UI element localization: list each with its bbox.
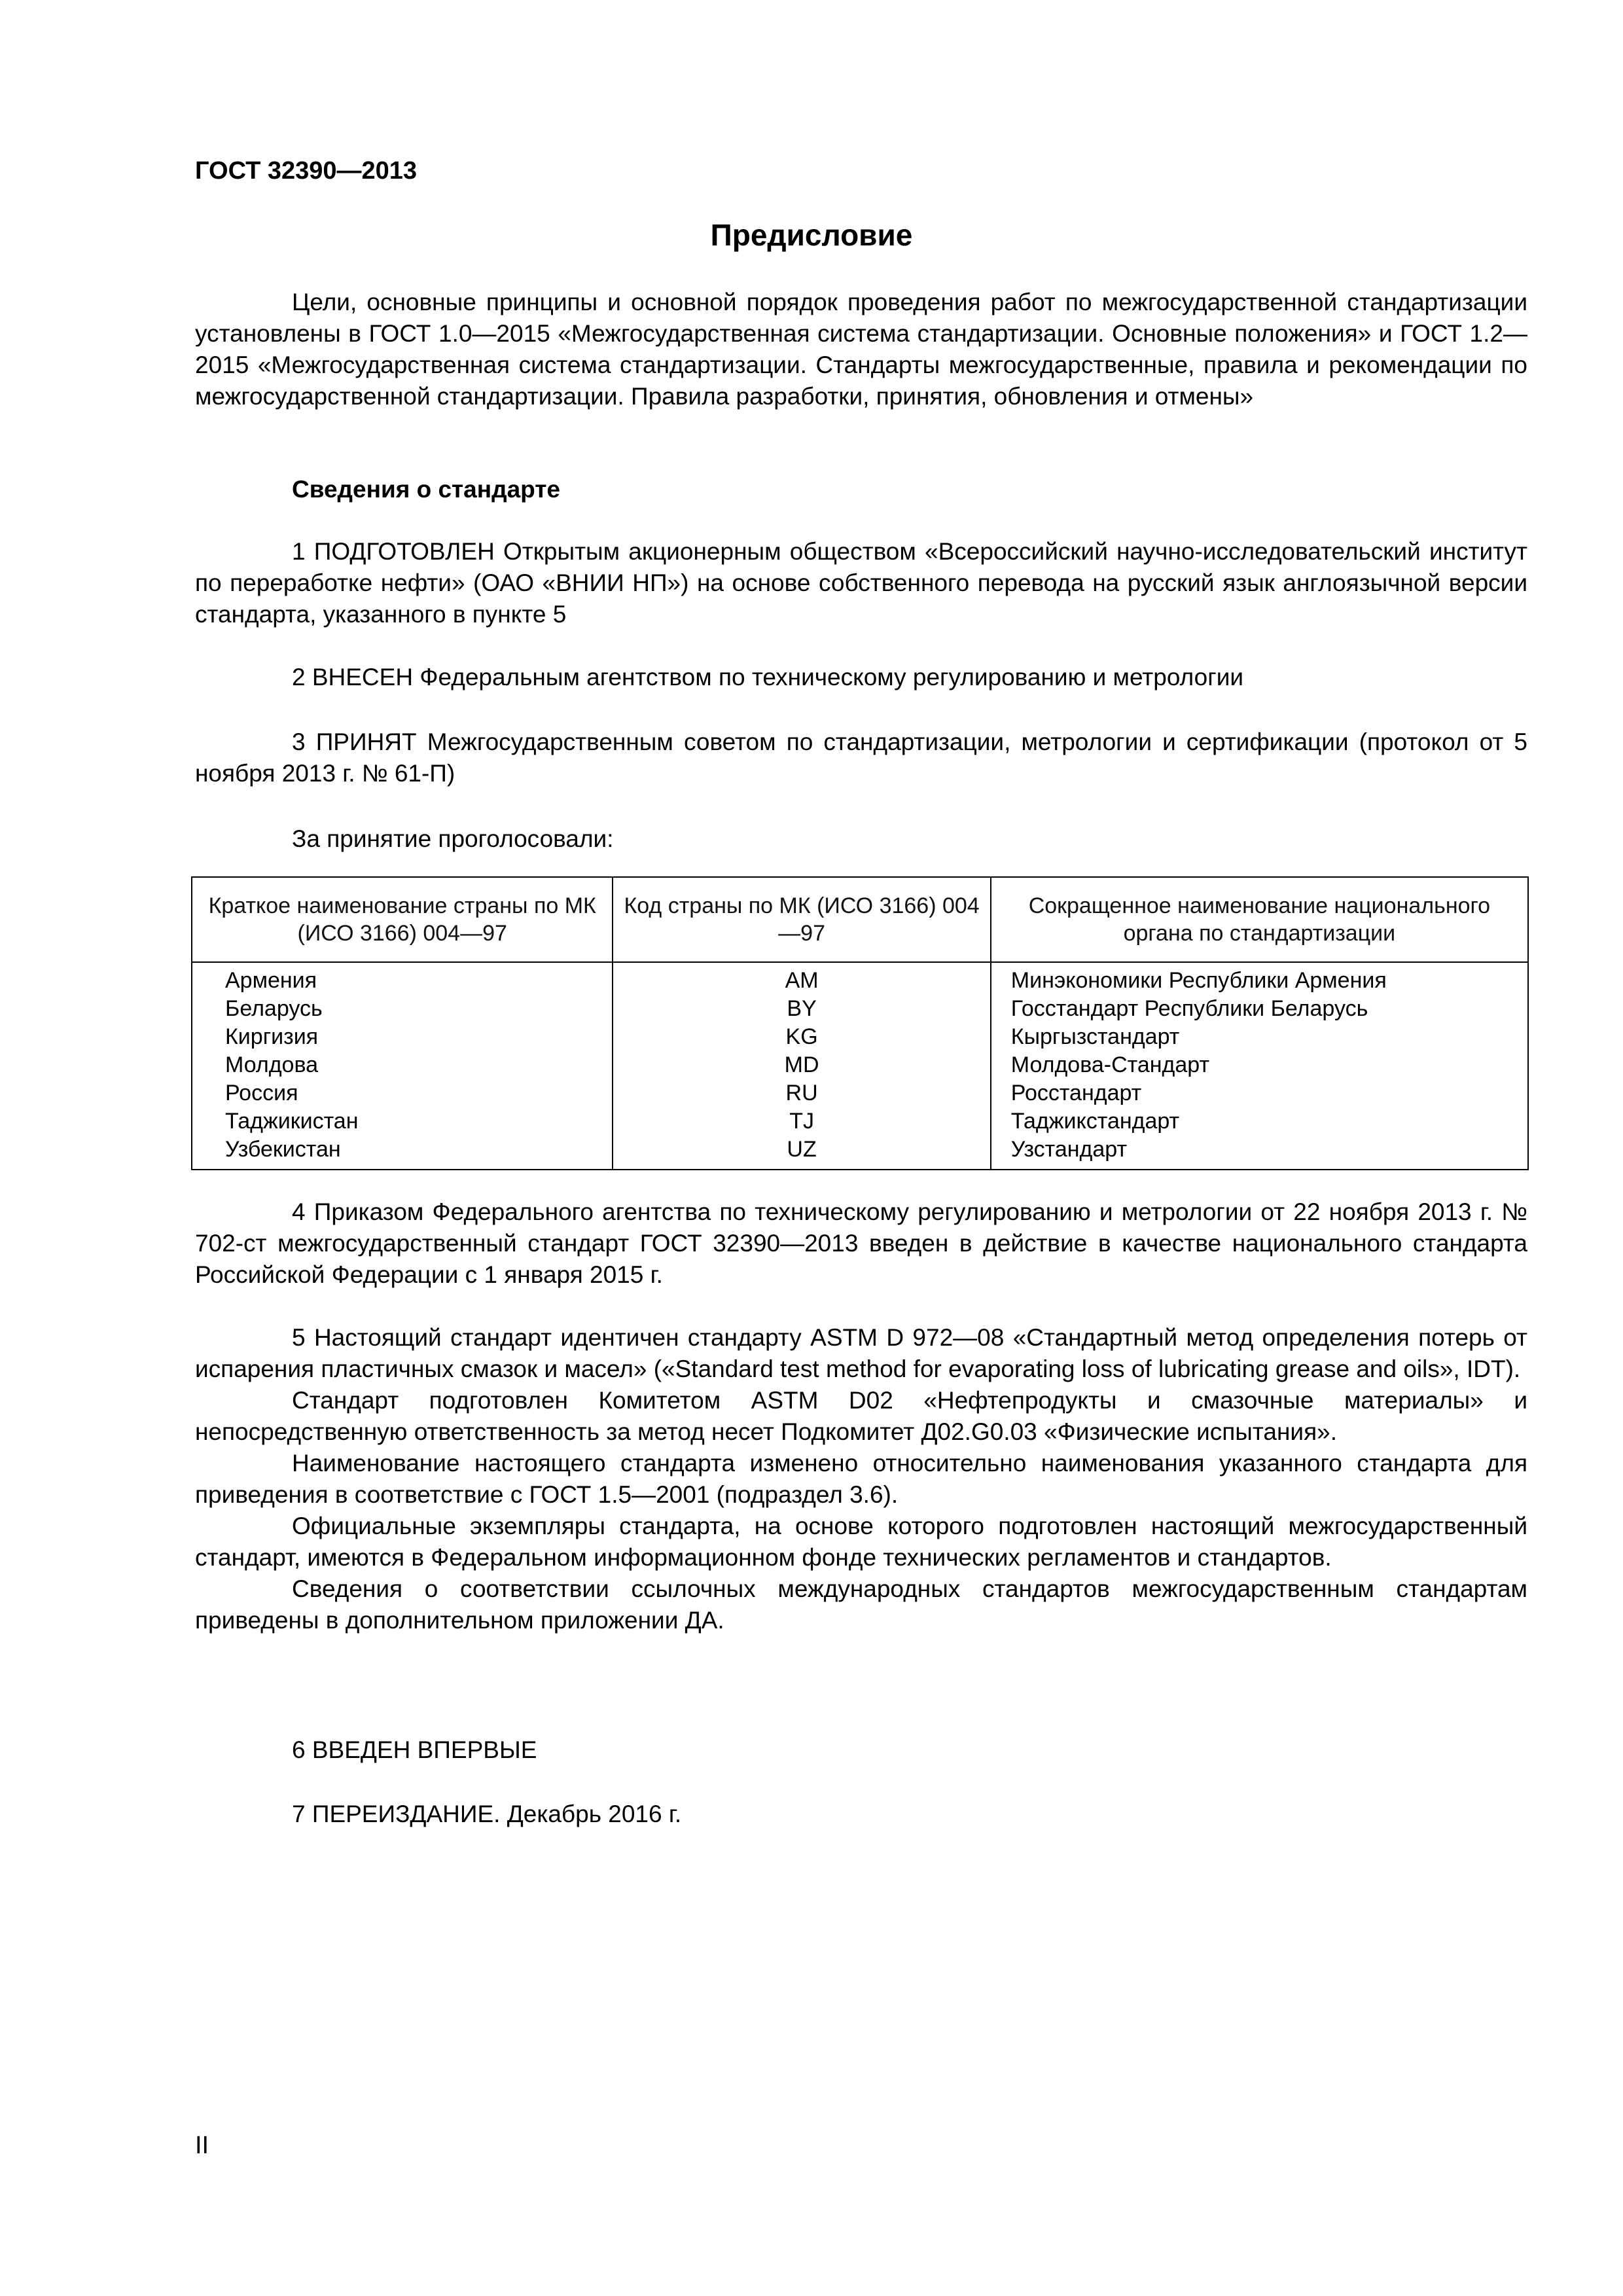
header-code: Код страны по МК (ИСО 3166) 004—97	[613, 877, 990, 962]
item5-block	[195, 1322, 1527, 1636]
national-bodies-column	[991, 962, 1528, 1170]
item5-paragraph: Сведения о соответствии ссылочных международных стандартов межгосударственным стандартам приведены в дополнительном приложении ДА.	[195, 1575, 1527, 1634]
table-cell: Россия	[225, 1081, 298, 1105]
intro-paragraph: Цели, основные принципы и основной порядок проведения работ по межгосударственной стандартизации установлены в ГОСТ 1.0—2015 «Межгосударственная система стандартизации. Основные положения» и ГОСТ 1.2—2015 «Межгосударственная система стандартизации. Стандарты межгосударственные, правила и рекомендации по межгосударственной стандартизации. Правила разработки, принятия, обновления и отмены»	[195, 289, 1527, 410]
table-header-row	[192, 877, 1528, 962]
info-heading: Сведения о стандарте	[292, 476, 560, 503]
table-cell: UZ	[787, 1137, 817, 1162]
item2-paragraph: 2 ВНЕСЕН Федеральным агентством по техническому регулированию и метрологии	[292, 664, 1244, 691]
item3-paragraph: 3 ПРИНЯТ Межгосударственным советом по стандартизации, метрологии и сертификации (протокол от 5 ноября 2013 г. № 61-П)	[195, 728, 1527, 787]
item7: 7 ПЕРЕИЗДАНИЕ. Декабрь 2016 г.	[292, 1801, 682, 1827]
table-cell: AM	[785, 968, 819, 993]
table-cell: Молдова-Стандарт	[1010, 1052, 1210, 1077]
page-title: Предисловие	[710, 218, 913, 252]
table-cell: Киргизия	[225, 1024, 319, 1049]
item5-paragraph: Стандарт подготовлен Комитетом ASTM D02 «Нефтепродукты и смазочные материалы» и непосредственную ответственность за метод несет Подкомитет Д02.G0.03 «Физические испытания».	[195, 1387, 1527, 1445]
table-cell: BY	[787, 996, 817, 1021]
table-cell: Росстандарт	[1010, 1081, 1142, 1105]
table-cell: RU	[785, 1081, 818, 1105]
header-national-body: Сокращенное наименование национального органа по стандартизации	[991, 877, 1528, 962]
table-cell: Узбекистан	[225, 1137, 341, 1162]
page-number: II	[195, 2132, 209, 2159]
item5-paragraph: Наименование настоящего стандарта изменено относительно наименования указанного стандарта для приведения в соответствие с ГОСТ 1.5—2001 (подраздел 3.6).	[195, 1450, 1527, 1508]
document-code: ГОСТ 32390—2013	[195, 157, 418, 185]
table-cell: Узстандарт	[1010, 1137, 1128, 1162]
intro-paragraph-block	[195, 287, 1527, 412]
vote-intro: За принятие проголосовали:	[292, 825, 614, 852]
table-cell: Кыргызстандарт	[1010, 1024, 1180, 1049]
header-country: Краткое наименование страны по МК (ИСО 3166) 004—97	[192, 877, 613, 962]
table-cell: TJ	[789, 1109, 814, 1134]
table-body-row	[192, 962, 1528, 1170]
item5-paragraph: Официальные экземпляры стандарта, на основе которого подготовлен настоящий межгосударственный стандарт, имеются в Федеральном информационном фонде технических регламентов и стандартов.	[195, 1513, 1527, 1571]
table-cell: Молдова	[225, 1052, 319, 1077]
voting-countries-table	[191, 876, 1529, 1170]
item2-block	[195, 662, 1527, 693]
item1-paragraph: 1 ПОДГОТОВЛЕН Открытым акционерным обществом «Всероссийский научно-исследовательский институт по переработке нефти» (ОАО «ВНИИ НП») на основе собственного перевода на русский язык англоязычной версии стандарта, указанного в пункте 5	[195, 538, 1527, 628]
table-cell: Минэкономики Республики Армения	[1010, 968, 1387, 993]
item1-block	[195, 536, 1527, 630]
item4-block	[195, 1196, 1527, 1291]
table-cell: Госстандарт Республики Беларусь	[1010, 996, 1368, 1021]
table-cell: Таджикстандарт	[1010, 1109, 1180, 1134]
table-cell: Беларусь	[225, 996, 323, 1021]
table-cell: Армения	[225, 968, 317, 993]
item3-block	[195, 726, 1527, 789]
table-cell: MD	[784, 1052, 819, 1077]
item5-paragraph: 5 Настоящий стандарт идентичен стандарту ASTM D 972—08 «Стандартный метод определения потерь от испарения пластичных смазок и масел» («Standard test method for evaporating loss of lubricating grease and oils», IDT).	[195, 1324, 1527, 1382]
item6: 6 ВВЕДЕН ВПЕРВЫЕ	[292, 1736, 537, 1763]
country-codes-column	[613, 962, 990, 1170]
table-cell: Таджикистан	[225, 1109, 359, 1134]
table-cell: KG	[785, 1024, 818, 1049]
item4-paragraph: 4 Приказом Федерального агентства по техническому регулированию и метрологии от 22 ноября 2013 г. № 702-ст межгосударственный стандарт ГОСТ 32390—2013 введен в действие в качестве национального стандарта Российской Федерации с 1 января 2015 г.	[195, 1198, 1527, 1288]
country-names-column	[192, 962, 613, 1170]
